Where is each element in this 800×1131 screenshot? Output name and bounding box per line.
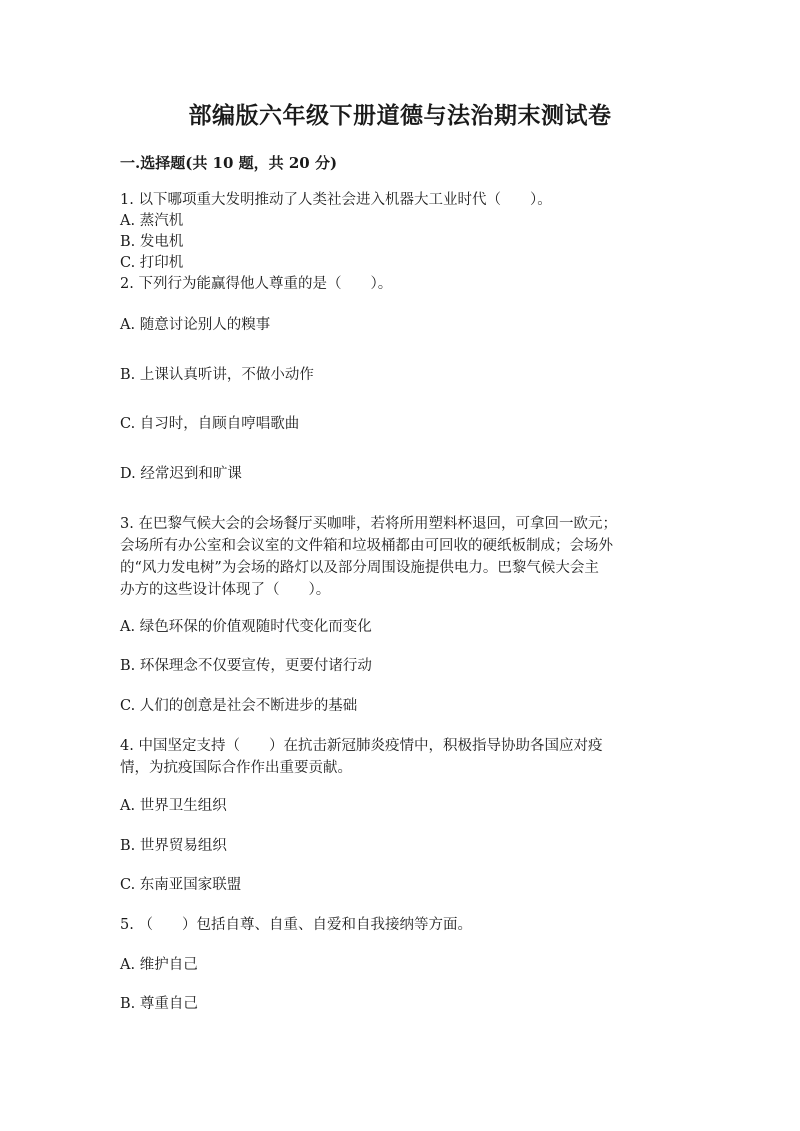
question-1-option-a: A. 蒸汽机 bbox=[120, 213, 184, 229]
question-4-option-b: B. 世界贸易组织 bbox=[120, 838, 227, 854]
question-3-option-b: B. 环保理念不仅要宣传，更要付诸行动 bbox=[120, 658, 372, 674]
question-3-stem-line-4: 办方的这些设计体现了（ ）。 bbox=[120, 582, 331, 598]
question-5-option-b: B. 尊重自己 bbox=[120, 996, 198, 1012]
question-3-stem-line-1: 3. 在巴黎气候大会的会场餐厅买咖啡，若将所用塑料杯退回，可拿回一欧元； bbox=[120, 516, 617, 532]
question-3-stem-line-3: 的“风力发电树”为会场的路灯以及部分周围设施提供电力。巴黎气候大会主 bbox=[120, 560, 599, 576]
question-1-option-c: C. 打印机 bbox=[120, 255, 184, 271]
question-4-option-a: A. 世界卫生组织 bbox=[120, 798, 227, 814]
question-2-option-a: A. 随意讨论别人的糗事 bbox=[120, 317, 271, 333]
section-heading: 一.选择题(共 10 题，共 20 分) bbox=[120, 154, 338, 172]
question-3-option-a: A. 绿色环保的价值观随时代变化而变化 bbox=[120, 619, 372, 635]
question-4-option-c: C. 东南亚国家联盟 bbox=[120, 877, 242, 893]
question-4-stem-line-1: 4. 中国坚定支持（ ）在抗击新冠肺炎疫情中，积极指导协助各国应对疫 bbox=[120, 738, 603, 754]
question-2-option-d: D. 经常迟到和旷课 bbox=[120, 466, 242, 482]
question-4-stem-line-2: 情，为抗疫国际合作作出重要贡献。 bbox=[120, 760, 352, 776]
question-3-option-c: C. 人们的创意是社会不断进步的基础 bbox=[120, 698, 358, 714]
question-3-stem-line-2: 会场所有办公室和会议室的文件箱和垃圾桶都由可回收的硬纸板制成；会场外 bbox=[120, 538, 613, 554]
question-2-option-b: B. 上课认真听讲，不做小动作 bbox=[120, 367, 314, 383]
question-1-option-b: B. 发电机 bbox=[120, 234, 184, 250]
question-2-option-c: C. 自习时，自顾自哼唱歌曲 bbox=[120, 416, 300, 432]
page-title: 部编版六年级下册道德与法治期末测试卷 bbox=[188, 102, 612, 129]
question-1-stem: 1. 以下哪项重大发明推动了人类社会进入机器大工业时代（ ）。 bbox=[120, 192, 552, 208]
question-5-option-a: A. 维护自己 bbox=[120, 957, 198, 973]
question-2-stem: 2. 下列行为能赢得他人尊重的是（ ）。 bbox=[120, 276, 393, 292]
question-5-stem: 5. （ ）包括自尊、自重、自爱和自我接纳等方面。 bbox=[120, 917, 472, 933]
